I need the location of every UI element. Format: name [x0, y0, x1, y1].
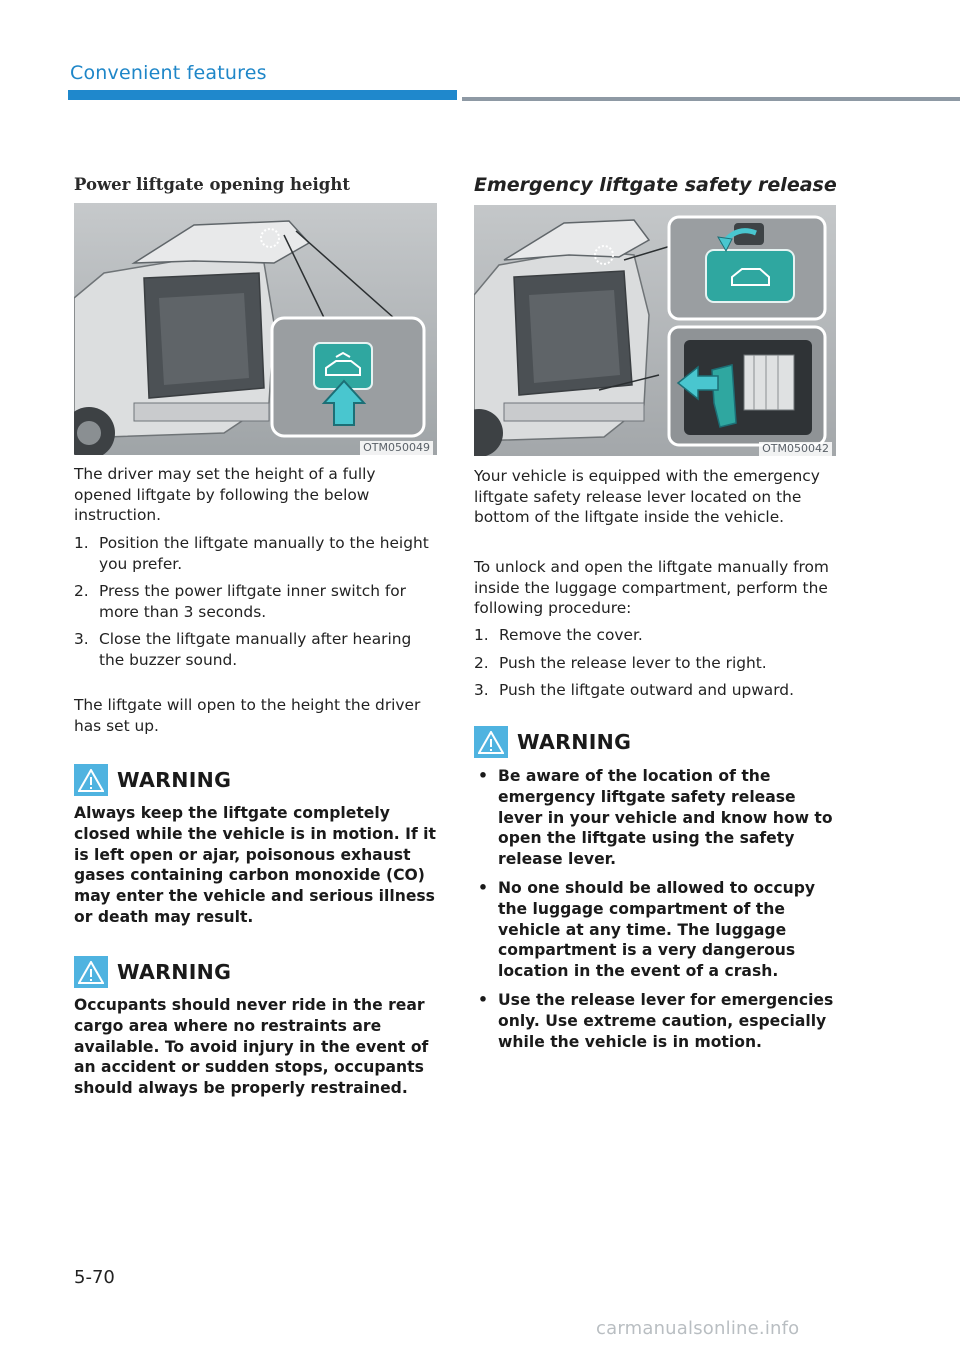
header-bar-rule: [462, 97, 960, 101]
intro-text: Your vehicle is equipped with the emergency liftgate safety release lever located on the bottom of the liftgate inside the vehicle.: [474, 467, 820, 526]
list-item: 1. Remove the cover.: [474, 626, 643, 644]
section-heading-emergency-release: Emergency liftgate safety release: [474, 174, 837, 196]
warning-triangle-icon: [474, 726, 508, 758]
warning-label: WARNING: [517, 730, 632, 754]
warning-triangle-icon: [74, 956, 108, 988]
list-item: 2. Press the power liftgate inner switch for more than 3 seconds.: [74, 582, 407, 621]
liftgate-illustration: [74, 203, 437, 455]
list-item: 1. Position the liftgate manually to the height you prefer.: [74, 534, 429, 573]
outro-text: The liftgate will open to the height the driver has set up.: [74, 696, 421, 735]
steps-list: [74, 533, 437, 677]
list-item: 3. Close the liftgate manually after hearing the buzzer sound.: [74, 630, 412, 669]
intro-text: The driver may set the height of a fully opened liftgate by following the below instruction.: [74, 465, 376, 524]
warning-text: Occupants should never ride in the rear cargo area where no restraints are available. To avoid injury in the event of an accident or sudden stops, occupants should always be properly restrained.: [74, 996, 429, 1098]
steps-list: [474, 625, 836, 708]
release-lever-illustration: [474, 205, 836, 456]
figure-emergency-release: [474, 205, 836, 456]
warning-label: WARNING: [117, 960, 232, 984]
list-item: • No one should be allowed to occupy the luggage compartment of the vehicle at any time. The luggage compartment is a very dangerous location in the event of a crash.: [478, 878, 816, 981]
warning-header: [74, 956, 231, 988]
watermark: carmanualsonline.info: [596, 1318, 800, 1339]
list-item: 2. Push the release lever to the right.: [474, 653, 767, 672]
section-title: Convenient features: [70, 62, 267, 84]
warning-header: [74, 764, 231, 796]
figure-liftgate-height: [74, 203, 437, 455]
warning-text: Always keep the liftgate completely closed while the vehicle is in motion. If it is left open or ajar, poisonous exhaust gases containing carbon monoxide (CO) may enter the vehicle and serious illness or death may result.: [74, 804, 436, 926]
warning-bullet-list: [474, 766, 838, 1060]
list-item: • Use the release lever for emergencies only. Use extreme caution, especially while the vehicle is in motion.: [478, 990, 834, 1051]
figure-code: OTM050049: [360, 441, 433, 455]
warning-triangle-icon: [74, 764, 108, 796]
list-item: 3. Push the liftgate outward and upward.: [474, 681, 794, 699]
list-item: • Be aware of the location of the emergency liftgate safety release lever in your vehicle and know how to open the liftgate using the safety release lever.: [478, 767, 833, 869]
section-heading-opening-height: Power liftgate opening height: [74, 175, 350, 194]
page-number: 5-70: [74, 1267, 115, 1288]
warning-header: [474, 726, 631, 758]
header-bar-accent: [68, 90, 457, 100]
figure-code: OTM050042: [759, 442, 832, 456]
warning-label: WARNING: [117, 768, 232, 792]
procedure-intro-text: To unlock and open the liftgate manually from inside the luggage compartment, perform the following procedure:: [474, 558, 829, 617]
